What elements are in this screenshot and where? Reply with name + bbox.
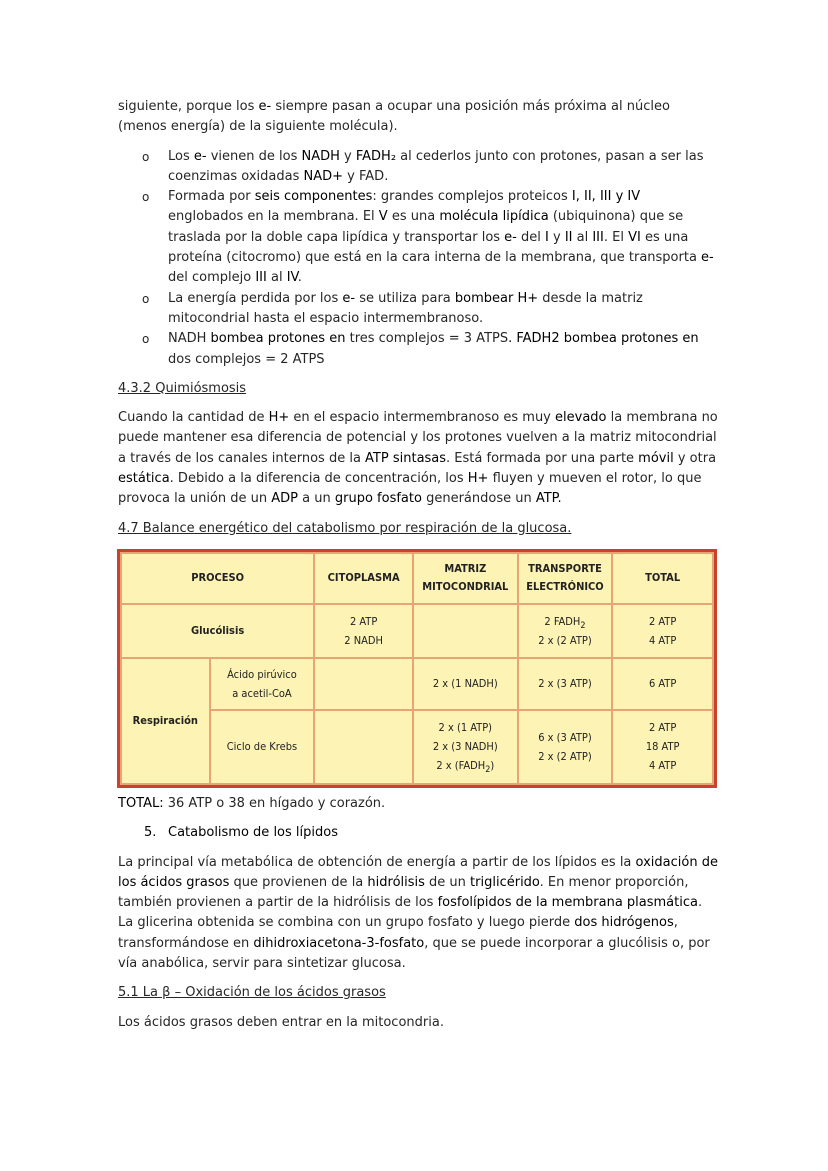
list-item: o La energía perdida por los e- se utiliza para bombear H+ desde la matriz mitocondrial hasta el espacio intermembranoso.	[142, 290, 643, 326]
emphasis-text: VI	[628, 229, 641, 245]
emphasis-text: oxidación de los ácidos grasos	[118, 854, 718, 890]
emphasis-text: H+	[268, 410, 290, 426]
emphasis-text: I	[545, 229, 549, 245]
emphasis-text: V	[378, 209, 388, 225]
paragraph-quimiosmosis: Cuando la cantidad de H+ en el espacio intermembranoso es muy elevado la membrana no puede mantener esa diferencia de potencial y los protones vuelven a la matriz mitocondrial a través de los canales internos de la ATP sintasas. Está formada por una parte móvil y otra estática. Debido a la diferencia de concentración, los H+ fluyen y mueven el rotor, lo que provoca la unión de un ADP a un grupo fosfato generándose un ATP.	[118, 410, 718, 507]
cell-glucolisis-total: 2 ATP 4 ATP	[612, 604, 713, 658]
emphasis-text: e-	[342, 290, 356, 306]
cell-krebs-citoplasma	[314, 710, 413, 784]
cell-acido-matriz: 2 x (1 NADH)	[413, 658, 518, 710]
table-header-row	[121, 553, 713, 604]
emphasis-text: fosfolípidos de la membrana plasmática	[437, 895, 698, 911]
list-item: o NADH bombea protones en tres complejos = 3 ATPS. FADH2 bombea protones en dos complejos = 2 ATPS	[142, 331, 699, 367]
emphasis-text: I, II, III y IV	[571, 189, 641, 205]
table-row-glucolisis	[121, 604, 713, 658]
cell-glucolisis-label: Glucólisis	[121, 604, 314, 658]
emphasis-text: e-	[193, 148, 207, 164]
emphasis-text: dos hidrógenos	[574, 915, 674, 931]
emphasis-text: molécula lipídica	[439, 209, 549, 225]
emphasis-text: FADH₂	[355, 148, 397, 164]
paragraph-lipidos: La principal vía metabólica de obtención de energía a partir de los lípidos es la oxidación de los ácidos grasos que provienen de la hidrólisis de un triglicérido. En menor proporción, también provienen a partir de la hidrólisis de los fosfolípidos de la membrana plasmática. La glicerina obtenida se combina con un grupo fosfato y luego pierde dos hidrógenos, transformándose en dihidroxiacetona-3-fosfato, que se puede incorporar a glucólisis o, por vía anabólica, servir para sintetizar glucosa.	[118, 854, 718, 972]
header-matriz: MATRIZ MITOCONDRIAL	[413, 553, 518, 604]
cell-krebs-transporte: 6 x (3 ATP) 2 x (2 ATP)	[518, 710, 613, 784]
cell-respiracion-label: Respiración	[121, 658, 210, 784]
bullet-symbol: o	[142, 332, 150, 347]
bullet-symbol: o	[142, 291, 150, 306]
emphasis-text: H+	[467, 471, 489, 487]
balance-table	[120, 552, 714, 785]
emphasis-text: NAD+	[303, 168, 344, 184]
emphasis-text: móvil	[638, 450, 674, 466]
emphasis-text: hidrólisis	[367, 874, 425, 890]
cell-krebs-matriz: 2 x (1 ATP) 2 x (3 NADH) 2 x $(FADH_2)$	[413, 710, 518, 784]
emphasis-text: ATP sintasas	[365, 450, 447, 466]
emphasis-text: bombea protones en	[206, 331, 350, 347]
emphasis-text: e-	[258, 99, 272, 114]
emphasis-text: III	[592, 229, 604, 245]
cell-acido-total: 6 ATP	[612, 658, 713, 710]
cell-krebs-total: 2 ATP 18 ATP 4 ATP	[612, 710, 713, 784]
emphasis-text: IV	[286, 270, 298, 286]
document-page	[118, 97, 718, 1042]
intro-paragraph: siguiente, porque los e- siempre pasan a ocupar una posición más próxima al núcleo (menos energía) de la siguiente molécula).	[118, 99, 670, 135]
header-citoplasma: CITOPLASMA	[314, 553, 413, 604]
cell-acido-citoplasma	[314, 658, 413, 710]
emphasis-text: grupo fosfato	[334, 491, 422, 507]
emphasis-text: triglicérido	[470, 874, 540, 890]
total-line: TOTAL: 36 ATP o 38 en hígado y corazón.	[118, 795, 386, 811]
cell-acido-label: Ácido pirúvico a acetil-CoA	[210, 658, 315, 710]
cell-glucolisis-citoplasma: 2 ATP 2 NADH	[314, 604, 413, 658]
balance-table-frame	[117, 549, 717, 788]
emphasis-text: e-	[504, 229, 517, 245]
emphasis-text: ATP.	[535, 491, 562, 507]
emphasis-text: . FADH2 bombea protones en	[508, 331, 699, 347]
emphasis-text: ADP	[271, 491, 299, 507]
heading-beta-oxidacion: 5.1 La β – Oxidación de los ácidos grasos	[118, 985, 386, 1001]
table-row-acido-piruvico	[121, 658, 713, 710]
emphasis-text: NADH	[301, 148, 340, 164]
table-row-krebs	[121, 710, 713, 784]
cell-glucolisis-matriz	[413, 604, 518, 658]
emphasis-text: elevado	[555, 410, 607, 426]
bullet-symbol: o	[142, 190, 150, 205]
list-item: o Formada por seis componentes: grandes complejos proteicos I, II, III y IV englobados en la membrana. El V es una molécula lipídica (ubiquinona) que se traslada por la doble capa lipídica y transportar los e- del I y II al III. El VI es una proteína (citocromo) que está en la cara interna de la membrana, que transporta e- del complejo III al IV.	[142, 189, 714, 286]
list-item: o Los e- vienen de los NADH y FADH₂ al cederlos junto con protones, pasan a ser las coenzimas oxidadas NAD+ y FAD.	[142, 148, 704, 184]
bullet-symbol: o	[142, 149, 150, 164]
emphasis-text: estática	[118, 471, 170, 487]
emphasis-text: II	[564, 229, 573, 245]
emphasis-text: seis componentes	[254, 189, 373, 205]
emphasis-text: III	[255, 270, 267, 286]
header-total: TOTAL	[612, 553, 713, 604]
emphasis-text: dihidroxiacetona-3-fosfato	[253, 935, 425, 951]
heading-quimiosmosis: 4.3.2 Quimiósmosis	[118, 380, 247, 396]
header-transporte: TRANSPORTE ELECTRÓNICO	[518, 553, 613, 604]
heading-balance: 4.7 Balance energético del catabolismo por respiración de la glucosa.	[118, 520, 572, 536]
emphasis-text: e-	[701, 250, 714, 266]
emphasis-text: bombear H+	[454, 290, 539, 306]
bullet-list	[118, 147, 718, 370]
cell-glucolisis-transporte: 2 $FADH_2$ 2 x (2 ATP)	[518, 604, 613, 658]
cell-krebs-label: Ciclo de Krebs	[210, 710, 315, 784]
paragraph-beta: Los ácidos grasos deben entrar en la mitocondria.	[118, 1014, 444, 1030]
section-5-title: 5. Catabolismo de los lípidos	[144, 825, 338, 841]
header-proceso: PROCESO	[121, 553, 314, 604]
cell-acido-transporte: 2 x (3 ATP)	[518, 658, 613, 710]
